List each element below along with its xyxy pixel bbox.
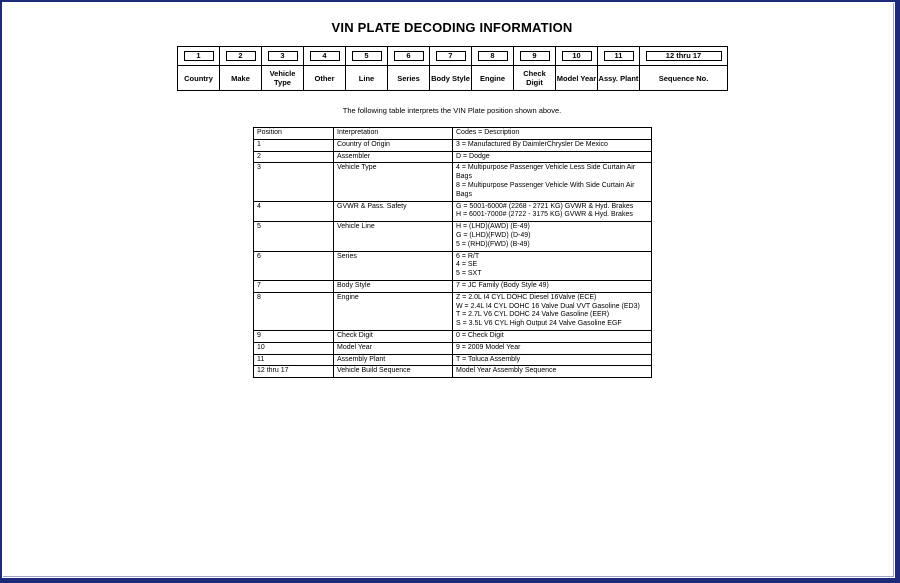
code-line: S = 3.5L V6 CYL High Output 24 Valve Gasoline EGF [456, 320, 622, 328]
cell-codes [453, 292, 652, 330]
table-row [254, 139, 652, 151]
code-line: 3 = Manufactured By DaimlerChrysler De Mexico [456, 140, 608, 148]
cell-codes [453, 330, 652, 342]
code-line: T = 2.7L V6 CYL DOHC 24 Valve Gasoline (EER) [456, 311, 610, 319]
vin-position-cell [472, 47, 514, 66]
vin-position-number: 5 [352, 51, 382, 61]
vin-number-row [178, 47, 728, 66]
vin-position-number: 7 [436, 51, 466, 61]
code-line: G = (LHD)(FWD) (D-49) [456, 231, 531, 239]
table-row [254, 280, 652, 292]
vin-position-cell [598, 47, 640, 66]
vin-position-number: 4 [310, 51, 340, 61]
code-line: 0 = Check Digit [456, 331, 504, 339]
code-line: W = 2.4L I4 CYL DOHC 16 Valve Dual VVT Gasoline (ED3) [456, 302, 640, 310]
cell-position: 3 [254, 163, 334, 201]
code-line: Z = 2.0L I4 CYL DOHC Diesel 16Valve (ECE) [456, 293, 597, 301]
cell-position: 5 [254, 222, 334, 251]
cell-position: 10 [254, 342, 334, 354]
vin-position-label: Series [388, 66, 430, 91]
code-line: 4 = Multipurpose Passenger Vehicle Less Side Curtain Air Bags [456, 164, 636, 181]
vin-position-number: 3 [268, 51, 298, 61]
intro-text: The following table interprets the VIN Plate position shown above. [342, 106, 562, 115]
vin-position-diagram [177, 46, 728, 91]
vin-position-number: 8 [478, 51, 508, 61]
cell-codes [453, 366, 652, 378]
code-line: T = Toluca Assembly [456, 355, 521, 363]
cell-position: 2 [254, 151, 334, 163]
table-header-row [254, 128, 652, 140]
table-row [254, 222, 652, 251]
vin-position-cell [262, 47, 304, 66]
code-line: 6 = R/T [456, 252, 480, 260]
cell-interpretation: Body Style [334, 280, 453, 292]
cell-interpretation: GVWR & Pass. Safety [334, 201, 453, 222]
cell-codes [453, 251, 652, 280]
cell-codes [453, 342, 652, 354]
cell-codes [453, 163, 652, 201]
code-line: 5 = (RHD)(FWD) (B-49) [456, 240, 530, 248]
code-line: 5 = SXT [456, 270, 482, 278]
code-line: Model Year Assembly Sequence [456, 367, 557, 375]
vin-position-label: Sequence No. [640, 66, 728, 91]
code-line: H = 6001-7000# (2722 - 3175 KG) GVWR & Hyd. Brakes [456, 211, 633, 219]
vin-position-cell [220, 47, 262, 66]
cell-position: 8 [254, 292, 334, 330]
vin-position-label: Vehicle Type [262, 66, 304, 91]
cell-interpretation: Check Digit [334, 330, 453, 342]
vin-position-label: Body Style [430, 66, 472, 91]
cell-interpretation: Model Year [334, 342, 453, 354]
vin-position-label: Other [304, 66, 346, 91]
table-body [254, 139, 652, 377]
vin-position-label: Assy. Plant [598, 66, 640, 91]
cell-codes [453, 354, 652, 366]
vin-position-number: 1 [184, 51, 214, 61]
vin-position-number: 6 [394, 51, 424, 61]
page-title: VIN PLATE DECODING INFORMATION [331, 20, 573, 35]
table-row [254, 342, 652, 354]
header-interpretation: Interpretation [334, 128, 453, 140]
vin-position-cell [514, 47, 556, 66]
code-line: 4 = SE [456, 261, 478, 269]
cell-interpretation: Engine [334, 292, 453, 330]
cell-codes [453, 151, 652, 163]
cell-interpretation: Assembly Plant [334, 354, 453, 366]
cell-position: 6 [254, 251, 334, 280]
cell-position: 1 [254, 139, 334, 151]
vin-position-number: 11 [604, 51, 634, 61]
cell-position: 11 [254, 354, 334, 366]
vin-position-label: Engine [472, 66, 514, 91]
code-line: G = 5001-6000# (2268 - 2721 KG) GVWR & Hyd. Brakes [456, 202, 634, 210]
vin-position-label: Model Year [556, 66, 598, 91]
cell-interpretation: Country of Origin [334, 139, 453, 151]
cell-codes [453, 139, 652, 151]
vin-position-label: Line [346, 66, 388, 91]
table-row [254, 354, 652, 366]
header-position: Position [254, 128, 334, 140]
code-line: H = (LHD)(AWD) (E-49) [456, 223, 530, 231]
cell-position: 12 thru 17 [254, 366, 334, 378]
code-line: 7 = JC Family (Body Style 49) [456, 281, 549, 289]
table-row [254, 163, 652, 201]
vin-position-number: 10 [562, 51, 592, 61]
cell-position: 9 [254, 330, 334, 342]
cell-codes [453, 280, 652, 292]
vin-position-cell [640, 47, 728, 66]
cell-interpretation: Vehicle Build Sequence [334, 366, 453, 378]
cell-interpretation: Assembler [334, 151, 453, 163]
code-line: 8 = Multipurpose Passenger Vehicle With Side Curtain Air Bags [456, 181, 635, 198]
table-row [254, 366, 652, 378]
vin-position-number: 12 thru 17 [646, 51, 722, 61]
vin-position-label: Country [178, 66, 220, 91]
vin-position-cell [346, 47, 388, 66]
table-row [254, 292, 652, 330]
cell-position: 7 [254, 280, 334, 292]
cell-codes [453, 222, 652, 251]
vin-position-number: 2 [226, 51, 256, 61]
cell-codes [453, 201, 652, 222]
table-row [254, 251, 652, 280]
vin-position-number: 9 [520, 51, 550, 61]
vin-position-label: Check Digit [514, 66, 556, 91]
cell-interpretation: Series [334, 251, 453, 280]
vin-position-cell [388, 47, 430, 66]
cell-interpretation: Vehicle Type [334, 163, 453, 201]
table-row [254, 151, 652, 163]
table-row [254, 201, 652, 222]
cell-position: 4 [254, 201, 334, 222]
vin-interpretation-table [253, 127, 652, 378]
cell-interpretation: Vehicle Line [334, 222, 453, 251]
code-line: D = Dodge [456, 152, 490, 160]
vin-position-cell [178, 47, 220, 66]
vin-position-label: Make [220, 66, 262, 91]
table-row [254, 330, 652, 342]
vin-label-row [178, 66, 728, 91]
vin-position-cell [430, 47, 472, 66]
code-line: 9 = 2009 Model Year [456, 343, 521, 351]
header-codes: Codes = Description [453, 128, 652, 140]
vin-position-cell [304, 47, 346, 66]
vin-position-cell [556, 47, 598, 66]
